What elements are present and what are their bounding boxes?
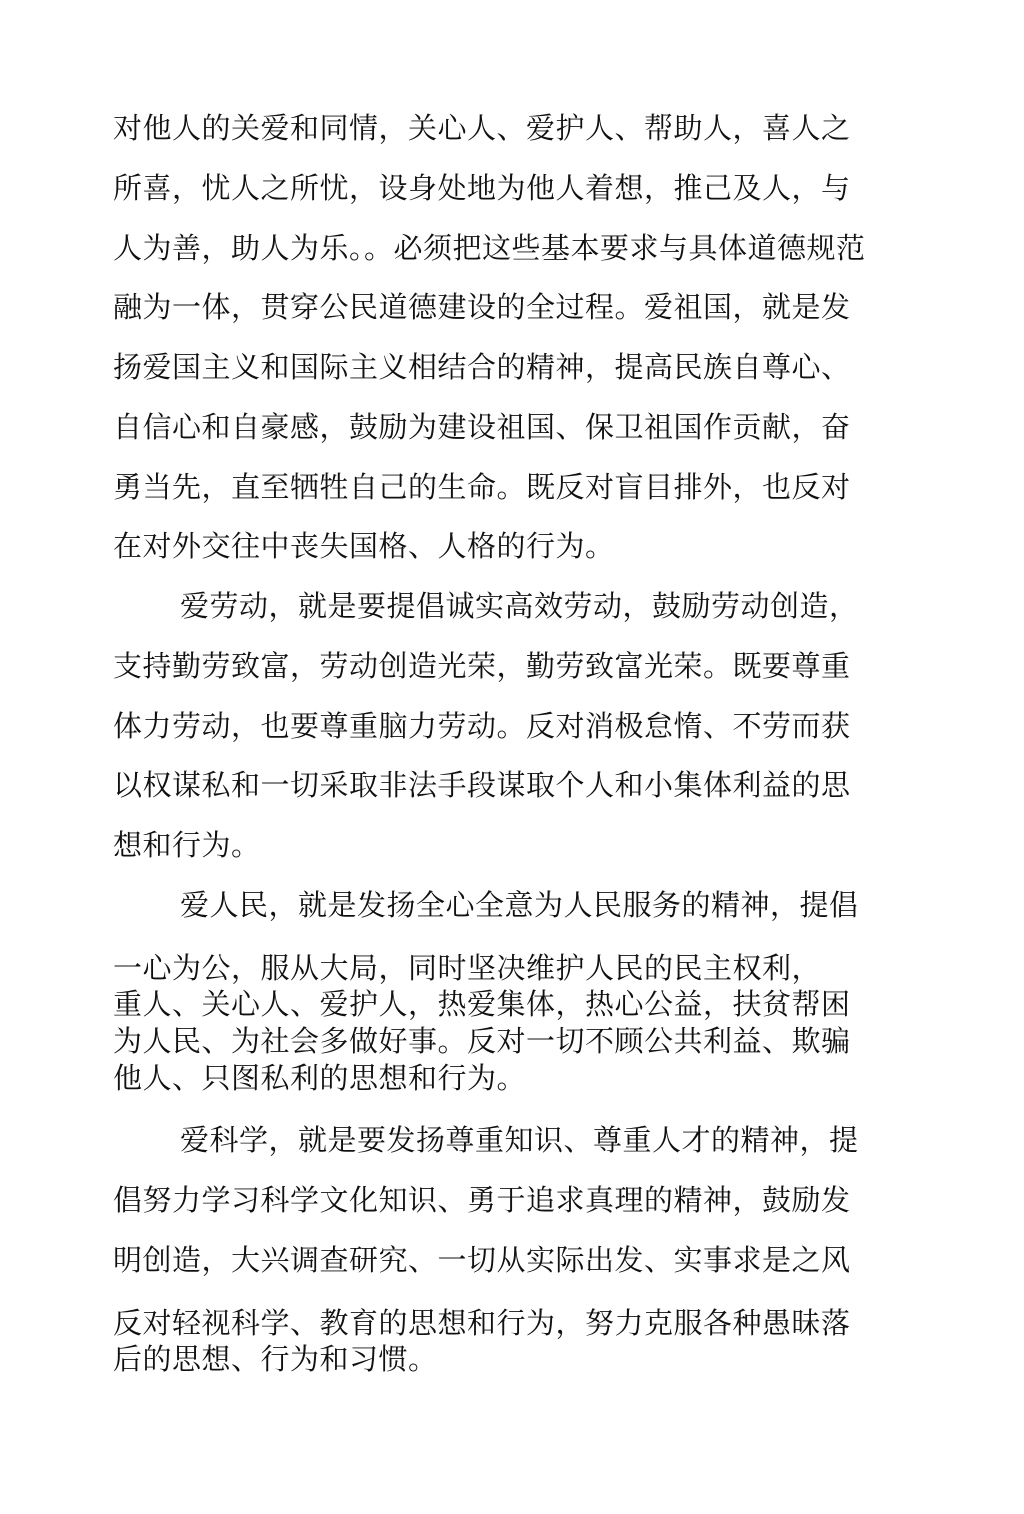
text-line: 支持勤劳致富，劳动创造光荣，勤劳致富光荣。既要尊重 (113, 649, 851, 683)
text-line: 倡努力学习科学文化知识、勇于追求真理的精神，鼓励发 (113, 1183, 851, 1217)
text-line: 自信心和自豪感，鼓励为建设祖国、保卫祖国作贡献，奋 (113, 410, 851, 444)
text-line: 在对外交往中丧失国格、人格的行为。 (113, 529, 615, 563)
text-line: 融为一体，贯穿公民道德建设的全过程。爱祖国，就是发 (113, 290, 851, 324)
text-line: 后的思想、行为和习惯。 (113, 1342, 438, 1376)
text-line: 一心为公，服从大局，同时坚决维护人民的民主权利， (113, 951, 822, 985)
text-line: 人为善，助人为乐。。必须把这些基本要求与具体道德规范 (113, 231, 866, 265)
text-line: 反对轻视科学、教育的思想和行为，努力克服各种愚昧落 (113, 1306, 851, 1340)
text-line: 对他人的关爱和同情，关心人、爱护人、帮助人，喜人之 (113, 111, 851, 145)
text-line: 勇当先，直至牺牲自己的生命。既反对盲目排外，也反对 (113, 470, 851, 504)
text-line: 扬爱国主义和国际主义相结合的精神，提高民族自尊心、 (113, 350, 851, 384)
text-line: 体力劳动，也要尊重脑力劳动。反对消极怠惰、不劳而获 (113, 709, 851, 743)
text-line: 明创造，大兴调查研究、一切从实际出发、实事求是之风 (113, 1243, 851, 1277)
paragraph-first-line: 爱人民，就是发扬全心全意为人民服务的精神，提倡 (180, 888, 859, 922)
text-line: 以权谋私和一切采取非法手段谋取个人和小集体利益的思 (113, 768, 851, 802)
text-line: 重人、关心人、爱护人，热爱集体，热心公益，扶贫帮困 (113, 987, 851, 1021)
text-line: 所喜，忧人之所忧，设身处地为他人着想，推己及人，与 (113, 171, 851, 205)
paragraph-first-line: 爱科学，就是要发扬尊重知识、尊重人才的精神，提 (180, 1123, 859, 1157)
text-line: 为人民、为社会多做好事。反对一切不顾公共利益、欺骗 (113, 1024, 851, 1058)
text-line: 想和行为。 (113, 828, 261, 862)
paragraph-first-line: 爱劳动，就是要提倡诚实高效劳动，鼓励劳动创造， (180, 589, 859, 623)
text-line: 他人、只图私利的思想和行为。 (113, 1061, 527, 1095)
